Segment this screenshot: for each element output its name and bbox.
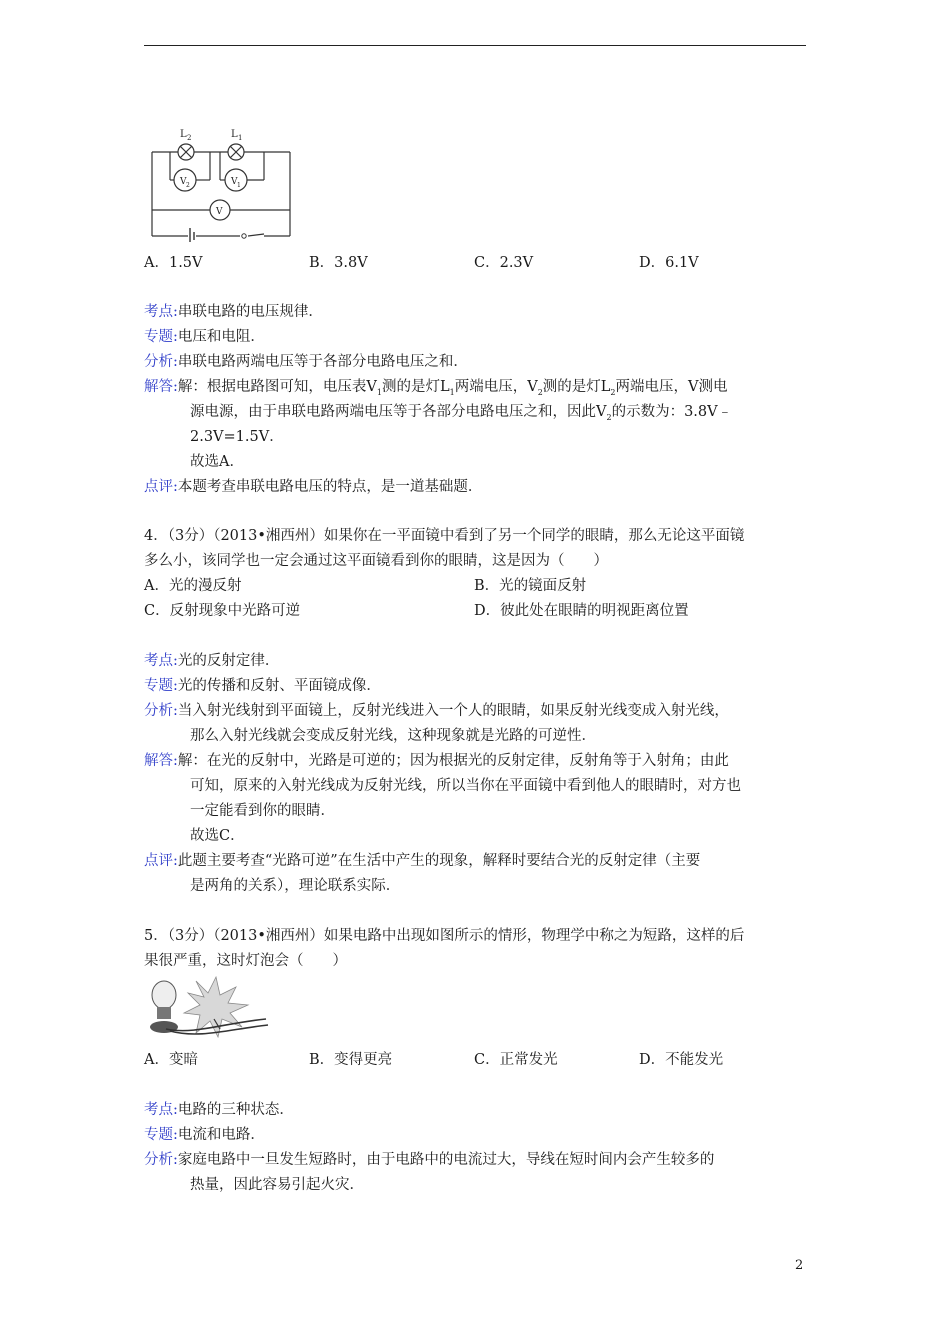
q5-fenxi-line2: 热量，因此容易引起火灾． (190, 1177, 364, 1193)
svg-text:2: 2 (187, 134, 192, 142)
svg-text:1: 1 (237, 182, 241, 189)
header-rule (144, 45, 806, 46)
lamp-l1 (228, 144, 244, 160)
q4-option-b: B．光的镜面反射 (474, 578, 587, 594)
q5-fenxi: 分析:家庭电路中一旦发生短路时，由于电路中的电流过大，导线在短时间内会产生较多的 (144, 1152, 715, 1168)
q4-jieda-line2: 可知，原来的入射光线成为反射光线，所以当你在平面镜中看到他人的眼睛时，对方也 (190, 778, 741, 794)
q3-fenxi: 分析:串联电路两端电压等于各部分电路电压之和． (144, 354, 468, 370)
q3-option-c: C．2.3V (474, 255, 534, 271)
switch-icon (242, 234, 246, 238)
q4-jieda-line3: 一定能看到你的眼睛． (190, 803, 335, 819)
q3-zhuanti: 专题:电压和电阻． (144, 329, 265, 345)
svg-text:2: 2 (186, 182, 190, 189)
q5-option-b: B．变得更亮 (309, 1052, 393, 1068)
q4-stem-line1: 4．（3分）（2013•湘西州）如果你在一平面镜中看到了另一个同学的眼睛，那么无论这平面镜 (144, 528, 745, 544)
svg-text:1: 1 (238, 134, 243, 142)
q5-option-d: D．不能发光 (639, 1052, 724, 1068)
q3-option-d: D．6.1V (639, 255, 699, 271)
q5-stem-line2: 果很严重，这时灯泡会（ ） (144, 953, 347, 969)
short-circuit-illustration (144, 975, 272, 1039)
q3-option-b: B．3.8V (309, 255, 368, 271)
circuit-diagram (140, 122, 310, 242)
q5-option-a: A．变暗 (144, 1052, 198, 1068)
label-v: V (216, 207, 223, 217)
q4-dianping-line2: 是两角的关系），理论联系实际． (190, 878, 401, 894)
q4-zhuanti: 专题:光的传播和反射、平面镜成像． (144, 678, 381, 694)
page-number: 2 (795, 1258, 804, 1273)
q4-option-d: D．彼此处在眼睛的明视距离位置 (474, 603, 689, 619)
q5-stem-line1: 5．（3分）（2013•湘西州）如果电路中出现如图所示的情形，物理学中称之为短路，这样的后 (144, 928, 745, 944)
q5-option-c: C．正常发光 (474, 1052, 558, 1068)
q4-option-c: C．反射现象中光路可逆 (144, 603, 301, 619)
bulb-icon (152, 981, 176, 1009)
q3-jieda: 解答:解：根据电路图可知，电压表$V_1$测的是灯$L_1$两端电压，$V_2$测的是灯$L_2$两端电压，V测电 (144, 379, 728, 397)
label-v2: V (180, 177, 187, 187)
spark-icon (184, 977, 248, 1037)
q3-dianping: 点评:本题考查串联电路电压的特点，是一道基础题． (144, 479, 483, 495)
q4-option-a: A．光的漫反射 (144, 578, 242, 594)
label-l1: L (231, 129, 238, 140)
q4-dianping: 点评:此题主要考查“光路可逆”在生活中产生的现象，解释时要结合光的反射定律（主要 (144, 853, 701, 869)
q4-fenxi-line2: 那么入射光线就会变成反射光线，这种现象就是光路的可逆性． (190, 728, 596, 744)
q3-jieda-line3: 2.3V=1.5V． (190, 429, 284, 445)
label-l2: L (180, 129, 187, 140)
q3-kaodian: 考点:串联电路的电压规律． (144, 304, 323, 320)
q3-answer: 故选A． (190, 454, 244, 470)
q4-answer: 故选C． (190, 828, 245, 844)
q3-option-a: A．1.5V (144, 255, 203, 271)
q4-kaodian: 考点:光的反射定律． (144, 653, 280, 669)
q5-zhuanti: 专题:电流和电路． (144, 1127, 265, 1143)
q3-jieda-line2: 源电源，由于串联电路两端电压等于各部分电路电压之和，因此$V_2$的示数为：3.8V﹣ (190, 404, 733, 422)
q5-kaodian: 考点:电路的三种状态． (144, 1102, 294, 1118)
q4-jieda: 解答:解：在光的反射中，光路是可逆的；因为根据光的反射定律，反射角等于入射角；由此 (144, 753, 729, 769)
q4-fenxi: 分析:当入射光线射到平面镜上，反射光线进入一个人的眼睛，如果反射光线变成入射光线， (144, 703, 729, 719)
label-v1: V (231, 177, 238, 187)
lamp-l2 (178, 144, 194, 160)
q4-stem-line2: 多么小，该同学也一定会通过这平面镜看到你的眼睛，这是因为（ ） (144, 553, 608, 569)
